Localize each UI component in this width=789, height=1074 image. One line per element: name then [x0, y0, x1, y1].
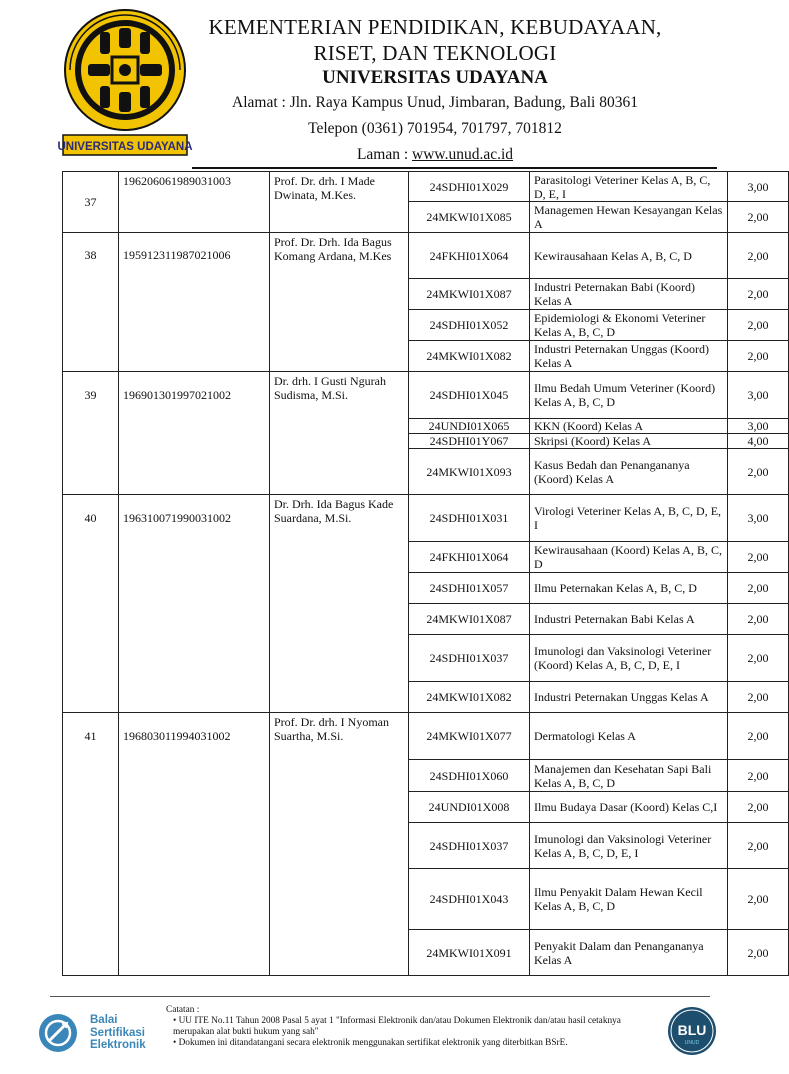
course-credits: 2,00 [728, 823, 789, 869]
letterhead [200, 14, 670, 168]
table-row [63, 172, 789, 202]
address: Alamat : Jln. Raya Kampus Unud, Jimbaran, Badung, Bali 80361 [232, 94, 638, 111]
course-credits: 2,00 [728, 604, 789, 635]
lecturer-name: Dr. drh. I Gusti Ngurah Sudisma, M.Si. [270, 372, 409, 495]
course-credits: 3,00 [728, 495, 789, 542]
notes-label: Catatan : [166, 1005, 200, 1015]
header-divider [192, 167, 717, 169]
course-credits: 2,00 [728, 233, 789, 279]
course-code: 24SDHI01Y067 [409, 434, 530, 449]
course-credits: 2,00 [728, 635, 789, 682]
course-credits: 2,00 [728, 682, 789, 713]
footer-notes [166, 1005, 646, 1049]
bsre-line3: Elektronik [90, 1039, 146, 1051]
course-credits: 2,00 [728, 449, 789, 495]
course-name: Managemen Hewan Kesayangan Kelas A [530, 202, 728, 233]
course-code: 24MKWI01X082 [409, 341, 530, 372]
row-number: 37 [63, 172, 119, 233]
university-name: UNIVERSITAS UDAYANA [322, 67, 548, 88]
nip: 196206061989031003 [119, 172, 270, 233]
row-number: 38 [63, 233, 119, 372]
lecturer-name: Prof. Dr. Drh. Ida Bagus Komang Ardana, M.Kes [270, 233, 409, 372]
course-name: Imunologi dan Vaksinologi Veteriner (Koord) Kelas A, B, C, D, E, I [530, 635, 728, 682]
university-logo [57, 8, 193, 156]
course-name: Dermatologi Kelas A [530, 713, 728, 760]
table-row [63, 495, 789, 542]
lecturer-name: Prof. Dr. drh. I Nyoman Suartha, M.Si. [270, 713, 409, 976]
course-name: Manajemen dan Kesehatan Sapi Bali Kelas A, B, C, D [530, 760, 728, 792]
course-credits: 2,00 [728, 542, 789, 573]
course-credits: 2,00 [728, 930, 789, 976]
course-code: 24SDHI01X043 [409, 869, 530, 930]
course-credits: 2,00 [728, 760, 789, 792]
course-code: 24SDHI01X029 [409, 172, 530, 202]
course-code: 24MKWI01X087 [409, 604, 530, 635]
bsre-logo-icon [36, 1010, 86, 1056]
course-code: 24MKWI01X082 [409, 682, 530, 713]
course-name: Kewirausahaan (Koord) Kelas A, B, C, D [530, 542, 728, 573]
course-code: 24SDHI01X057 [409, 573, 530, 604]
course-name: Ilmu Budaya Dasar (Koord) Kelas C,I [530, 792, 728, 823]
course-credits: 2,00 [728, 341, 789, 372]
course-credits: 3,00 [728, 372, 789, 419]
course-code: 24UNDI01X065 [409, 419, 530, 434]
course-credits: 2,00 [728, 713, 789, 760]
course-code: 24FKHI01X064 [409, 233, 530, 279]
course-code: 24SDHI01X045 [409, 372, 530, 419]
course-name: Epidemiologi & Ekonomi Veteriner Kelas A, B, C, D [530, 310, 728, 341]
course-code: 24SDHI01X031 [409, 495, 530, 542]
course-name: Ilmu Peternakan Kelas A, B, C, D [530, 573, 728, 604]
bsre-name [90, 1014, 146, 1052]
course-name: Skripsi (Koord) Kelas A [530, 434, 728, 449]
table-row [63, 372, 789, 419]
lecturer-course-table [62, 171, 789, 976]
website [200, 142, 670, 168]
row-number: 41 [63, 713, 119, 976]
course-name: Ilmu Penyakit Dalam Hewan Kecil Kelas A, B, C, D [530, 869, 728, 930]
course-code: 24SDHI01X037 [409, 635, 530, 682]
course-credits: 2,00 [728, 202, 789, 233]
phone: Telepon (0361) 701954, 701797, 701812 [308, 120, 562, 137]
course-code: 24MKWI01X087 [409, 279, 530, 310]
bsre-line1: Balai [90, 1014, 118, 1026]
ministry-name-line1: KEMENTERIAN PENDIDIKAN, KEBUDAYAAN, [208, 15, 662, 39]
note-item: • Dokumen ini ditandatangani secara elektronik menggunakan sertifikat elektronik yang diterbitkan BSrE. [173, 1038, 568, 1048]
course-name: Imunologi dan Vaksinologi Veteriner Kelas A, B, C, D, E, I [530, 823, 728, 869]
footer-divider [50, 996, 710, 997]
course-code: 24MKWI01X085 [409, 202, 530, 233]
course-name: Industri Peternakan Babi (Koord) Kelas A [530, 279, 728, 310]
course-name: KKN (Koord) Kelas A [530, 419, 728, 434]
blu-text: BLU [677, 1022, 707, 1038]
ministry-name-line2: RISET, DAN TEKNOLOGI [313, 41, 557, 65]
table-row [63, 233, 789, 279]
course-credits: 3,00 [728, 419, 789, 434]
course-code: 24MKWI01X093 [409, 449, 530, 495]
website-label: Laman : [356, 146, 413, 163]
website-link[interactable]: www.unud.ac.id [412, 146, 514, 163]
course-credits: 2,00 [728, 792, 789, 823]
course-credits: 2,00 [728, 310, 789, 341]
course-code: 24SDHI01X037 [409, 823, 530, 869]
course-code: 24MKWI01X091 [409, 930, 530, 976]
course-credits: 2,00 [728, 573, 789, 604]
course-name: Industri Peternakan Unggas (Koord) Kelas A [530, 341, 728, 372]
nip: 196803011994031002 [119, 713, 270, 976]
course-credits: 2,00 [728, 869, 789, 930]
course-name: Parasitologi Veteriner Kelas A, B, C, D, E, I [530, 172, 728, 202]
nip: 195912311987021006 [119, 233, 270, 372]
lecturer-name: Prof. Dr. drh. I Made Dwinata, M.Kes. [270, 172, 409, 233]
blu-logo-icon [667, 1006, 717, 1056]
course-name: Kewirausahaan Kelas A, B, C, D [530, 233, 728, 279]
course-name: Kasus Bedah dan Penangananya (Koord) Kelas A [530, 449, 728, 495]
row-number: 39 [63, 372, 119, 495]
course-code: 24SDHI01X060 [409, 760, 530, 792]
course-code: 24UNDI01X008 [409, 792, 530, 823]
course-credits: 3,00 [728, 172, 789, 202]
course-name: Ilmu Bedah Umum Veteriner (Koord) Kelas A, B, C, D [530, 372, 728, 419]
nip: 196310071990031002 [119, 495, 270, 713]
course-name: Virologi Veteriner Kelas A, B, C, D, E, I [530, 495, 728, 542]
bsre-line2: Sertifikasi [90, 1026, 145, 1039]
course-credits: 4,00 [728, 434, 789, 449]
note-item: • UU ITE No.11 Tahun 2008 Pasal 5 ayat 1 "Informasi Elektronik dan/atau Dokumen Elektronik dan/atau hasil cetaknya merupakan alat bukti hukum yang sah" [173, 1016, 621, 1037]
blu-sub: UNUD [684, 1040, 700, 1046]
course-name: Industri Peternakan Babi Kelas A [530, 604, 728, 635]
row-number: 40 [63, 495, 119, 713]
table-row [63, 713, 789, 760]
nip: 196901301997021002 [119, 372, 270, 495]
course-credits: 2,00 [728, 279, 789, 310]
course-name: Penyakit Dalam dan Penangananya Kelas A [530, 930, 728, 976]
course-code: 24FKHI01X064 [409, 542, 530, 573]
course-name: Industri Peternakan Unggas Kelas A [530, 682, 728, 713]
course-code: 24MKWI01X077 [409, 713, 530, 760]
course-code: 24SDHI01X052 [409, 310, 530, 341]
lecturer-name: Dr. Drh. Ida Bagus Kade Suardana, M.Si. [270, 495, 409, 713]
logo-text: UNIVERSITAS UDAYANA [57, 141, 193, 153]
